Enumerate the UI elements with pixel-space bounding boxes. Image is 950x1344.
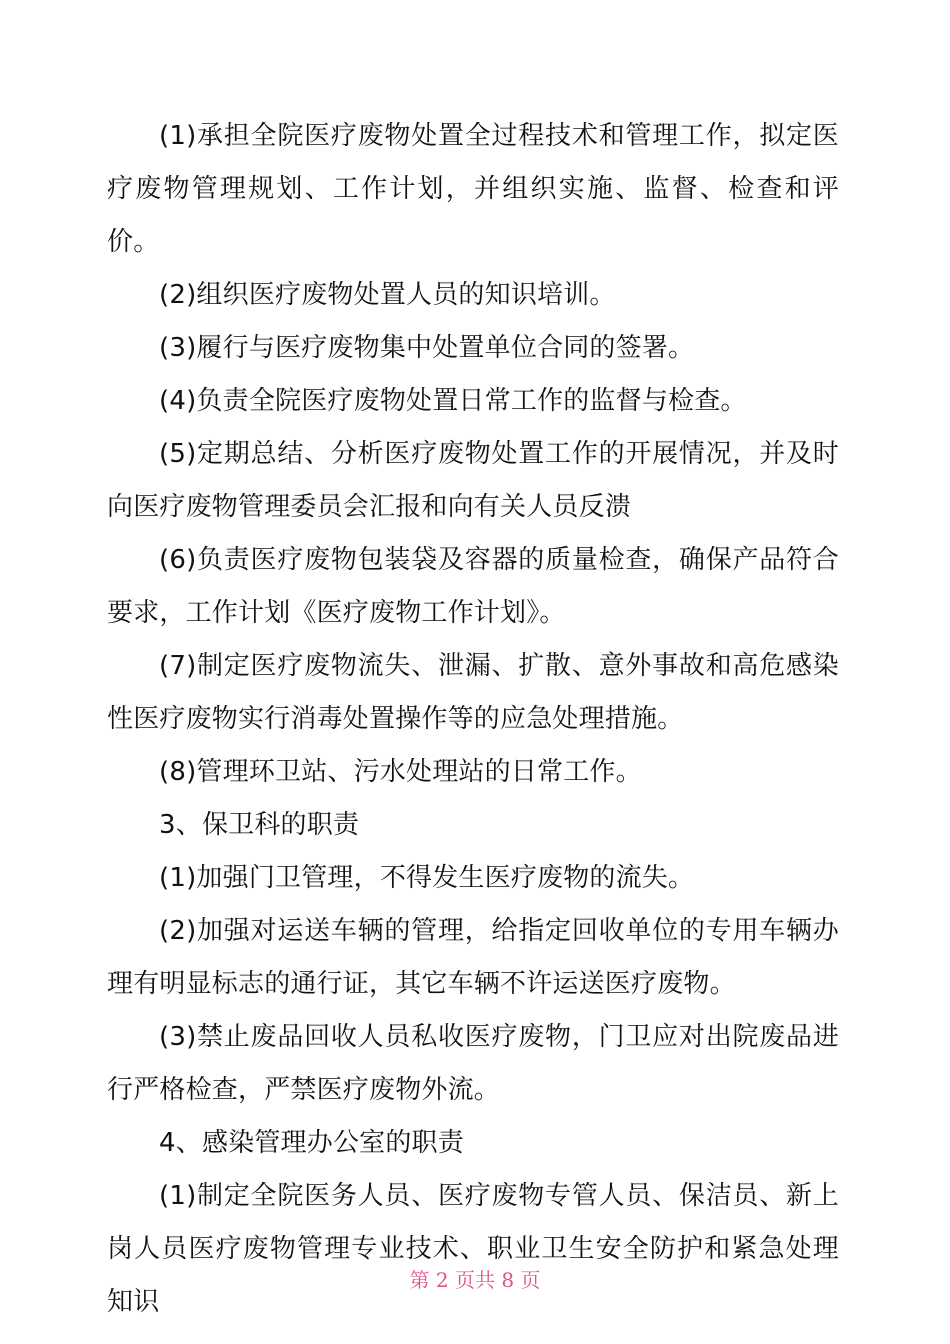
document-body xyxy=(107,110,839,1329)
paragraph-4: (4)负责全院医疗废物处置日常工作的监督与检查。 xyxy=(159,386,747,416)
section-heading-security: 3、保卫科的职责 xyxy=(159,810,360,840)
paragraph-2: (2)组织医疗废物处置人员的知识培训。 xyxy=(159,280,616,310)
paragraph-security-1: (1)加强门卫管理，不得发生医疗废物的流失。 xyxy=(159,863,695,893)
paragraph-8: (8)管理环卫站、污水处理站的日常工作。 xyxy=(159,757,642,787)
page-number-footer: 第 2 页共 8 页 xyxy=(409,1268,541,1292)
section-heading-infection-control: 4、感染管理办公室的职责 xyxy=(159,1128,464,1158)
paragraph-1: (1)承担全院医疗废物处置全过程技术和管理工作，拟定医疗废物管理规划、工作计划，并组织实施、监督、检查和评价。 xyxy=(107,121,839,257)
paragraph-3: (3)履行与医疗废物集中处置单位合同的签署。 xyxy=(159,333,695,363)
paragraph-5: (5)定期总结、分析医疗废物处置工作的开展情况，并及时向医疗废物管理委员会汇报和向有关人员反溃 xyxy=(107,439,839,522)
paragraph-infection-1: (1)制定全院医务人员、医疗废物专管人员、保洁员、新上岗人员医疗废物管理专业技术、职业卫生安全防护和紧急处理知识 xyxy=(107,1181,839,1317)
paragraph-security-3: (3)禁止废品回收人员私收医疗废物，门卫应对出院废品进行严格检查，严禁医疗废物外流。 xyxy=(107,1022,839,1105)
paragraph-6: (6)负责医疗废物包装袋及容器的质量检查，确保产品符合要求，工作计划《医疗废物工作计划》。 xyxy=(107,545,839,628)
paragraph-7: (7)制定医疗废物流失、泄漏、扩散、意外事故和高危感染性医疗废物实行消毒处置操作等的应急处理措施。 xyxy=(107,651,839,734)
paragraph-security-2: (2)加强对运送车辆的管理，给指定回收单位的专用车辆办理有明显标志的通行证，其它车辆不许运送医疗废物。 xyxy=(107,916,839,999)
